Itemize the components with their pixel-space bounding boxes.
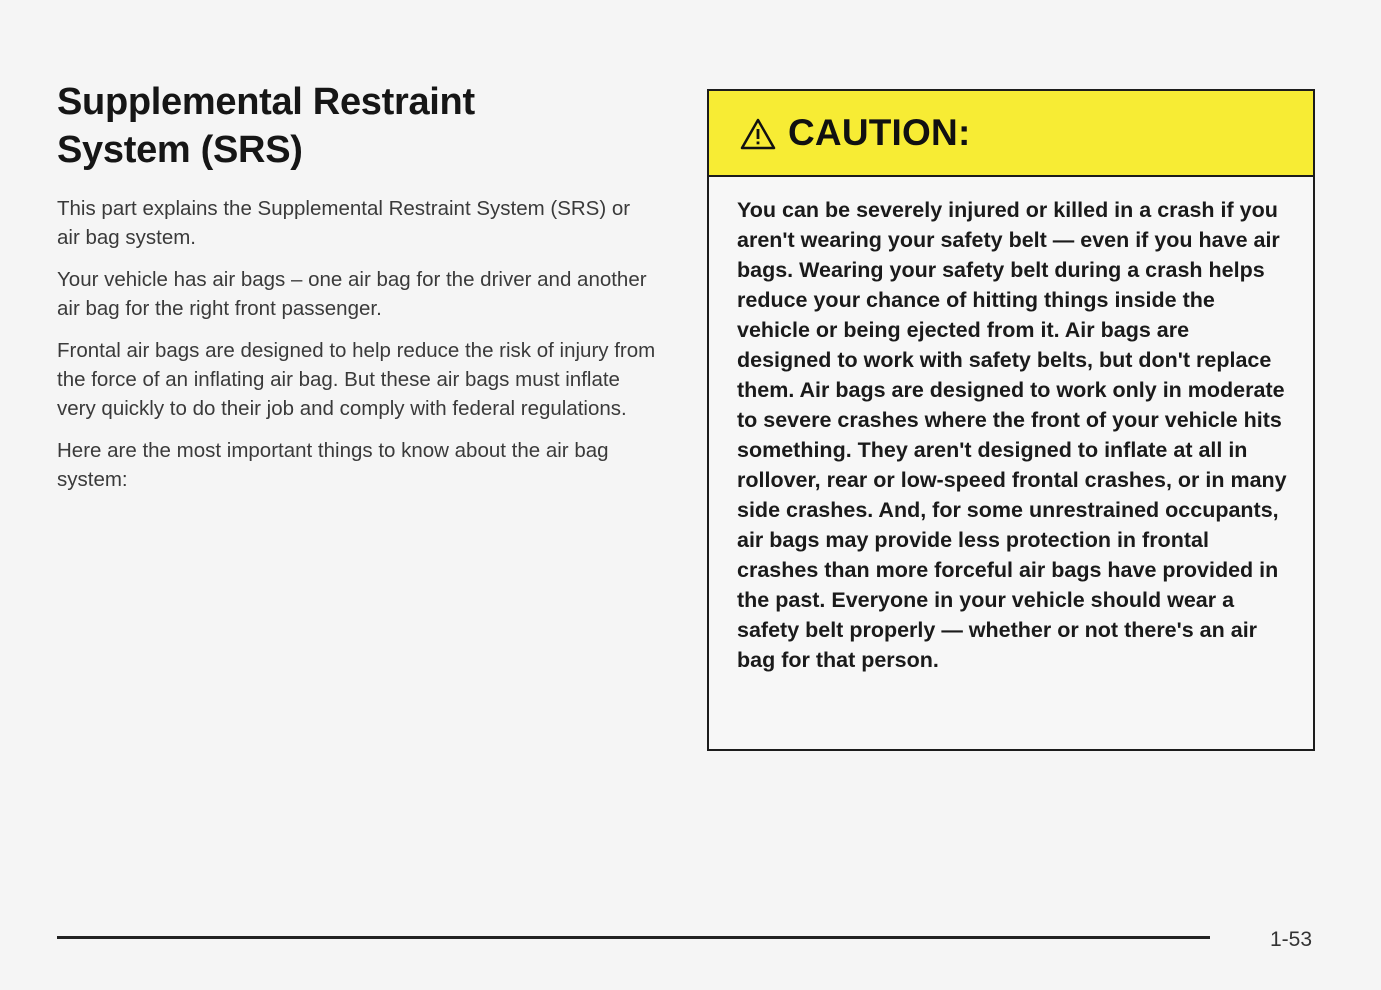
page-number: 1-53 bbox=[1270, 928, 1313, 951]
paragraph-frontal-air-bags: Frontal air bags are designed to help reduce the risk of injury from the force of an inflating air bag. But these air bags must inflate very quickly to do their job and comply with federal regulations. bbox=[57, 339, 656, 420]
paragraph-air-bags: Your vehicle has air bags – one air bag for the driver and another air bag for the right front passenger. bbox=[57, 268, 647, 320]
section-title-line-1: Supplemental Restraint bbox=[57, 81, 475, 123]
section-title bbox=[57, 78, 657, 174]
paragraph-intro: This part explains the Supplemental Restraint System (SRS) or air bag system. bbox=[57, 197, 631, 249]
caution-box bbox=[707, 89, 1315, 751]
section-title-line-2: System (SRS) bbox=[57, 129, 303, 171]
caution-text: You can be severely injured or killed in a crash if you aren't wearing your safety belt — even if you have air bags. Wearing your safety belt during a crash helps reduce your chance of hitting things inside the vehicle or being ejected from it. Air bags are designed to work with safety belts, but don't replace them. Air bags are designed to work only in moderate to severe crashes where the front of your vehicle hits something. They aren't designed to inflate at all in rollover, rear or low-speed frontal crashes, or in many side crashes. And, for some unrestrained occupants, air bags may provide less protection in frontal crashes than more forceful air bags have provided in the past. Everyone in your vehicle should wear a safety belt properly — whether or not there's an air bag for that person. bbox=[737, 198, 1287, 672]
section-body bbox=[57, 194, 657, 494]
warning-triangle-icon bbox=[740, 117, 776, 151]
footer-divider bbox=[57, 936, 1210, 939]
srs-section bbox=[57, 78, 657, 507]
paragraph-important-things: Here are the most important things to know about the air bag system: bbox=[57, 439, 609, 491]
caution-label: CAUTION: bbox=[788, 112, 971, 153]
caution-header bbox=[709, 91, 1313, 177]
